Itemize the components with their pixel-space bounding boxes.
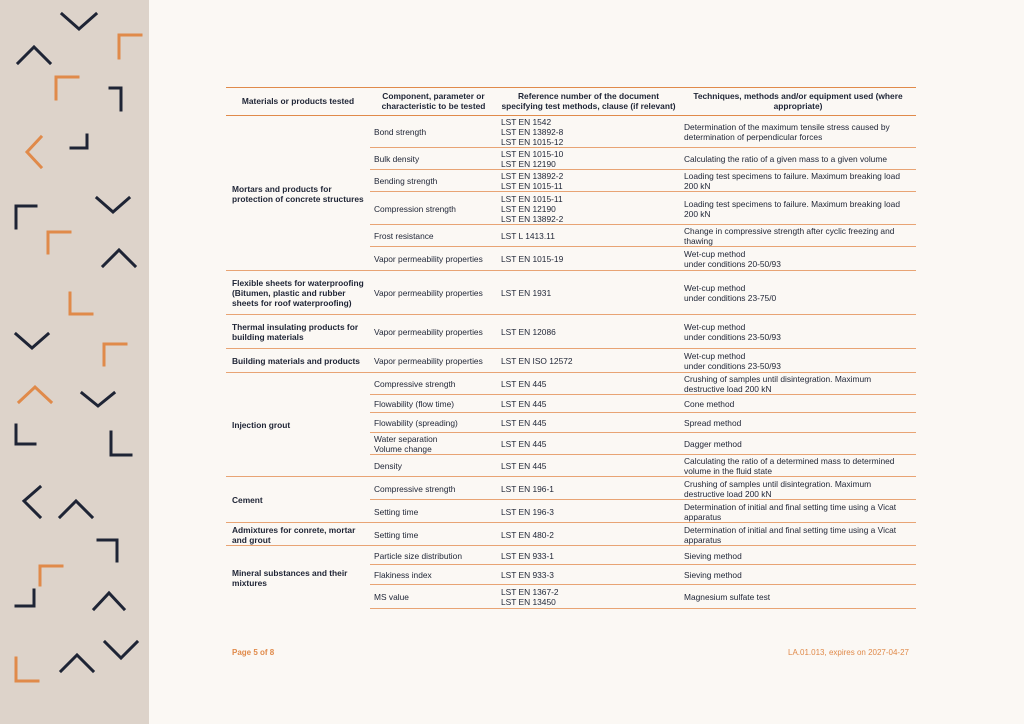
accreditation-table [226, 87, 916, 609]
parameter-cell: Water separation Volume change [370, 433, 497, 455]
reference-cell: LST EN 933-3 [497, 565, 680, 585]
reference-cell: LST EN 480-2 [497, 523, 680, 546]
method-cell: Change in compressive strength after cyclic freezing and thawing [680, 225, 916, 247]
header-reference: Reference number of the document specifying test methods, clause (if relevant) [497, 88, 680, 116]
parameter-cell: Vapor permeability properties [370, 247, 497, 271]
method-cell: Magnesium sulfate test [680, 585, 916, 609]
method-cell: Loading test specimens to failure. Maximum breaking load 200 kN [680, 192, 916, 225]
material-cell: Mortars and products for protection of concrete structures [226, 116, 370, 271]
table-row [226, 116, 916, 148]
method-cell: Determination of initial and final setting time using a Vicat apparatus [680, 500, 916, 523]
table-row [226, 523, 916, 546]
method-cell: Cone method [680, 395, 916, 413]
reference-cell: LST EN 1367-2 LST EN 13450 [497, 585, 680, 609]
material-cell: Mineral substances and their mixtures [232, 567, 348, 588]
table-row [226, 546, 916, 565]
decorative-sidebar [0, 0, 149, 724]
material-cell: Cement [226, 477, 370, 523]
method-cell: Calculating the ratio of a given mass to a given volume [680, 148, 916, 170]
method-cell: Sieving method [680, 546, 916, 565]
method-cell: Determination of initial and final setting time using a Vicat apparatus [680, 523, 916, 546]
chevron-pattern-icon [0, 0, 149, 724]
method-cell: Crushing of samples until disintegration. Maximum destructive load 200 kN [680, 477, 916, 500]
parameter-cell: Vapor permeability properties [370, 271, 497, 315]
reference-cell: LST EN ISO 12572 [497, 349, 680, 373]
table-header-row [226, 88, 916, 116]
reference-cell: LST EN 196-3 [497, 500, 680, 523]
header-methods: Techniques, methods and/or equipment used (where appropriate) [680, 88, 916, 116]
material-cell: Thermal insulating products for building materials [226, 315, 370, 349]
material-cell: Building materials and products [226, 349, 370, 373]
table-row [226, 349, 916, 373]
reference-cell: LST EN 933-1 [497, 546, 680, 565]
reference-cell: LST EN 445 [497, 395, 680, 413]
method-cell: Crushing of samples until disintegration. Maximum destructive load 200 kN [680, 373, 916, 395]
table-row [226, 271, 916, 315]
table-body [226, 116, 916, 609]
parameter-cell: Compressive strength [370, 373, 497, 395]
material-cell: Flexible sheets for waterproofing (Bitumen, plastic and rubber sheets for roof waterproofing) [226, 271, 370, 315]
reference-cell: LST EN 445 [497, 455, 680, 477]
reference-cell: LST EN 445 [497, 413, 680, 433]
method-cell: Spread method [680, 413, 916, 433]
parameter-cell: Setting time [370, 523, 497, 546]
reference-cell: LST EN 13892-2 LST EN 1015-11 [497, 170, 680, 192]
parameter-cell: Compression strength [370, 192, 497, 225]
parameter-cell: MS value [370, 585, 497, 609]
parameter-cell: Flakiness index [370, 565, 497, 585]
reference-cell: LST EN 445 [497, 433, 680, 455]
page-number: Page 5 of 8 [232, 648, 275, 657]
material-cell: Admixtures for conrete, mortar and grout [226, 523, 370, 546]
parameter-cell: Setting time [370, 500, 497, 523]
parameter-cell: Flowability (flow time) [370, 395, 497, 413]
method-cell: Calculating the ratio of a determined mass to determined volume in the fluid state [680, 455, 916, 477]
parameter-cell: Bending strength [370, 170, 497, 192]
parameter-cell: Compressive strength [370, 477, 497, 500]
parameter-cell: Particle size distribution [370, 546, 497, 565]
method-cell: Dagger method [680, 433, 916, 455]
method-cell: Wet-cup method under conditions 23-50/93 [680, 349, 916, 373]
parameter-cell: Vapor permeability properties [370, 349, 497, 373]
table-row [226, 373, 916, 395]
document-reference: LA.01.013, expires on 2027-04-27 [788, 648, 909, 657]
parameter-cell: Bulk density [370, 148, 497, 170]
parameter-cell: Bond strength [370, 116, 497, 148]
reference-cell: LST EN 1015-10 LST EN 12190 [497, 148, 680, 170]
method-cell: Determination of the maximum tensile stress caused by determination of perpendicular forces [680, 116, 916, 148]
reference-cell: LST EN 1542 LST EN 13892-8 LST EN 1015-12 [497, 116, 680, 148]
parameter-cell: Vapor permeability properties [370, 315, 497, 349]
reference-cell: LST EN 196-1 [497, 477, 680, 500]
parameter-cell: Frost resistance [370, 225, 497, 247]
reference-cell: LST EN 445 [497, 373, 680, 395]
header-materials: Materials or products tested [226, 88, 370, 116]
material-cell: Injection grout [226, 373, 370, 477]
parameter-cell: Density [370, 455, 497, 477]
reference-cell: LST EN 1015-19 [497, 247, 680, 271]
reference-cell: LST L 1413.11 [497, 225, 680, 247]
table-row [226, 315, 916, 349]
method-cell: Sieving method [680, 565, 916, 585]
method-cell: Wet-cup method under conditions 23-75/0 [680, 271, 916, 315]
header-parameter: Component, parameter or characteristic to be tested [370, 88, 497, 116]
parameter-cell: Flowability (spreading) [370, 413, 497, 433]
table-row [226, 477, 916, 500]
method-cell: Wet-cup method under conditions 23-50/93 [680, 315, 916, 349]
reference-cell: LST EN 12086 [497, 315, 680, 349]
method-cell: Wet-cup method under conditions 20-50/93 [680, 247, 916, 271]
reference-cell: LST EN 1015-11 LST EN 12190 LST EN 13892-2 [497, 192, 680, 225]
reference-cell: LST EN 1931 [497, 271, 680, 315]
method-cell: Loading test specimens to failure. Maximum breaking load 200 kN [680, 170, 916, 192]
